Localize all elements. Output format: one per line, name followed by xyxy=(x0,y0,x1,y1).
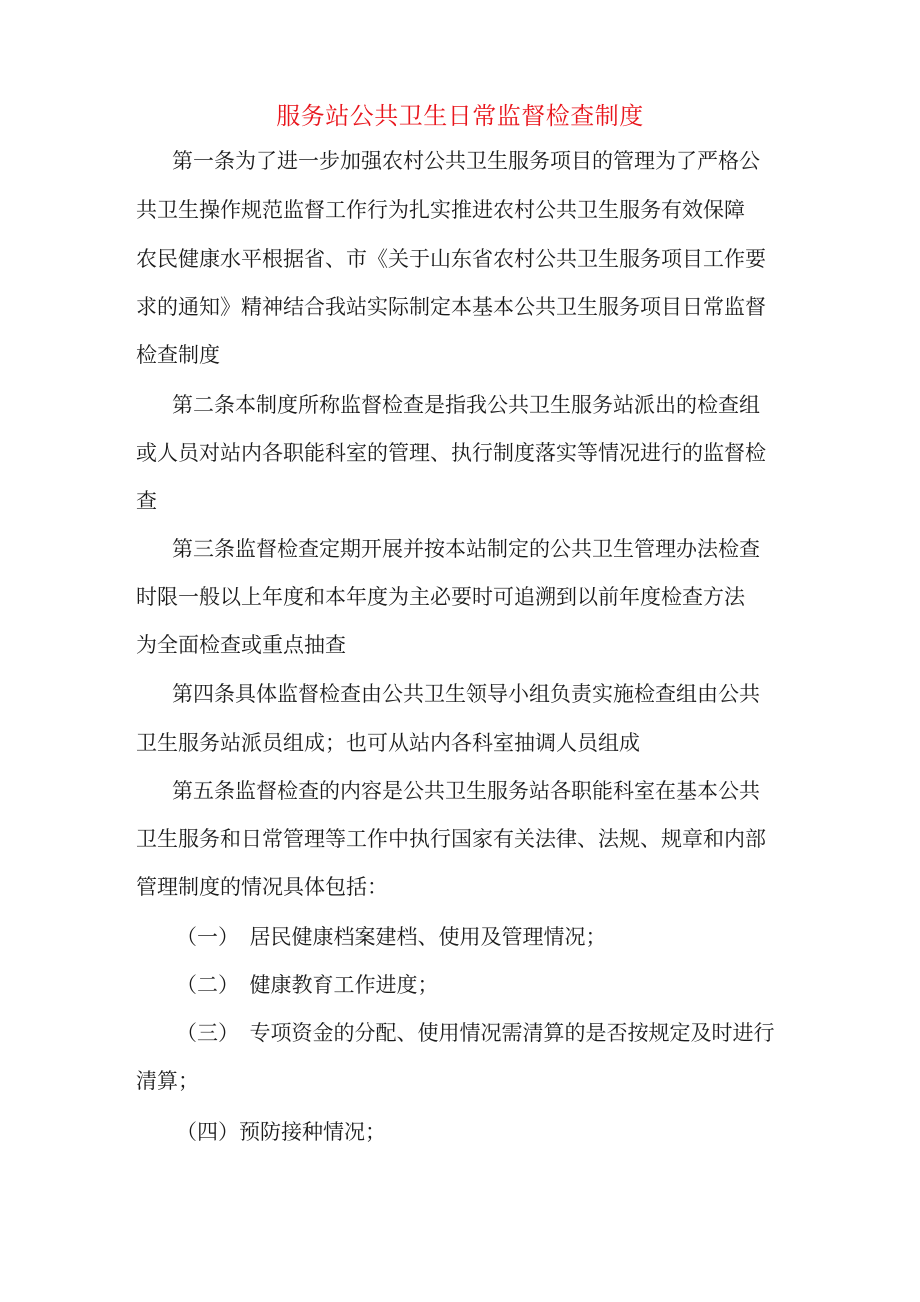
list-item-3-continued: 清算； xyxy=(136,1069,199,1093)
article-4-line-2: 卫生服务站派员组成；也可从站内各科室抽调人员组成 xyxy=(136,731,640,755)
article-1-line-4: 求的通知》精神结合我站实际制定本基本公共卫生服务项目日常监督 xyxy=(136,295,766,319)
article-5-line-3: 管理制度的情况具体包括： xyxy=(136,875,388,899)
article-3-line-2: 时限一般以上年度和本年度为主必要时可追溯到以前年度检查方法 xyxy=(136,585,745,609)
article-2-line-1: 第二条本制度所称监督检查是指我公共卫生服务站派出的检查组 xyxy=(172,393,760,417)
article-1-line-5: 检查制度 xyxy=(136,343,220,367)
document-title: 服务站公共卫生日常监督检查制度 xyxy=(276,102,644,130)
article-2-line-2: 或人员对站内各职能科室的管理、执行制度落实等情况进行的监督检 xyxy=(136,441,766,465)
article-4-line-1: 第四条具体监督检查由公共卫生领导小组负责实施检查组由公共 xyxy=(172,682,760,706)
article-3-line-1: 第三条监督检查定期开展并按本站制定的公共卫生管理办法检查 xyxy=(172,537,760,561)
article-2-line-3: 查 xyxy=(136,489,157,513)
article-5-line-2: 卫生服务和日常管理等工作中执行国家有关法律、法规、规章和内部 xyxy=(136,827,766,851)
list-item-1: （一） 居民健康档案建档、使用及管理情况； xyxy=(176,925,607,949)
article-3-line-3: 为全面检查或重点抽查 xyxy=(136,633,346,657)
article-1-line-3: 农民健康水平根据省、市《关于山东省农村公共卫生服务项目工作要 xyxy=(136,247,766,271)
article-5-line-1: 第五条监督检查的内容是公共卫生服务站各职能科室在基本公共 xyxy=(172,779,760,803)
list-item-4: （四）预防接种情况； xyxy=(176,1120,386,1144)
article-1-line-2: 共卫生操作规范监督工作行为扎实推进农村公共卫生服务有效保障 xyxy=(136,198,745,222)
list-item-3: （三） 专项资金的分配、使用情况需清算的是否按规定及时进行 xyxy=(176,1021,775,1045)
article-1-line-1: 第一条为了进一步加强农村公共卫生服务项目的管理为了严格公 xyxy=(172,149,760,173)
list-item-2: （二） 健康教育工作进度； xyxy=(176,973,439,997)
